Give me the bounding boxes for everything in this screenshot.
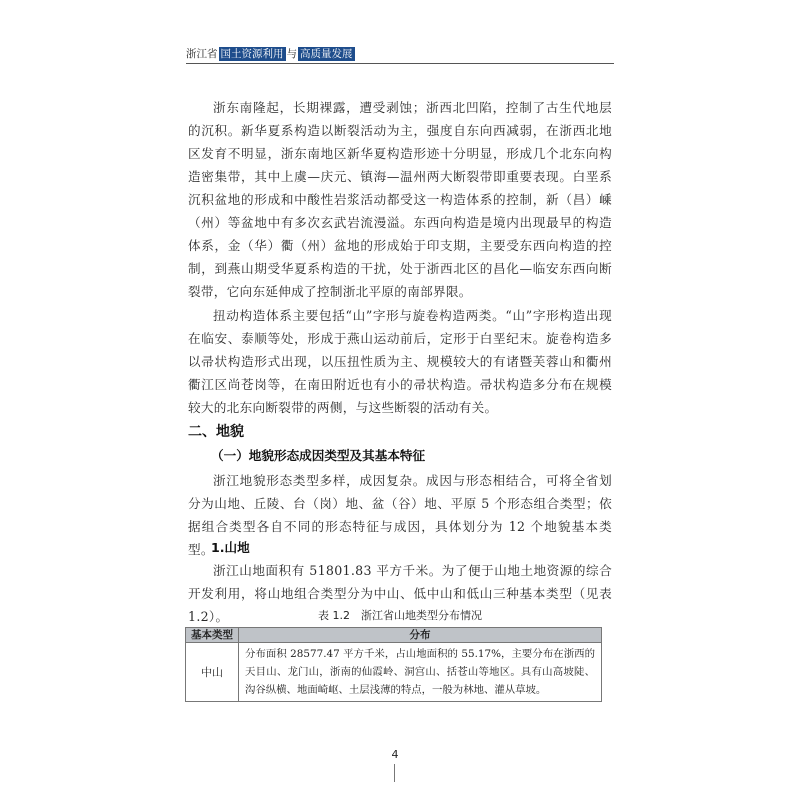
mountain-type-table — [185, 627, 602, 702]
paragraph-torsion-structures: 扭动构造体系主要包括“山”字形与旋卷构造两类。“山”字形构造出现在临安、泰顺等处，形成于燕山运动前后，定形于白垩纪末。旋卷构造多以帚状构造形式出现，以压扭性质为主、规模较大的有诸暨芙蓉山和衢州衢江区尚苍岗等，在南田附近也有小的帚状构造。帚状构造多分布在规模较大的北东向断裂带的两侧，与这些断裂的活动有关。 — [188, 308, 612, 415]
paragraph-mountain-area: 浙江山地面积有 51801.83 平方千米。为了便于山地土地资源的综合开发利用，将山地组合类型分为中山、低中山和低山三种基本类型（见表 1.2）。 — [188, 563, 612, 624]
paragraph-landform-types: 浙江地貌形态类型多样，成因复杂。成因与形态相结合，可将全省划分为山地、丘陵、台（岗）地、盆（谷）地、平原 5 个形态组合类型；依据组合类型各自不同的形态特征与成因，具体划分为 12 个地貌基本类型。 — [188, 473, 612, 557]
table-row — [186, 643, 602, 702]
header-highlight-1: 国土资源利用 — [220, 48, 284, 60]
subsection-heading: （一）地貌形态成因类型及其基本特征 — [211, 448, 426, 463]
cell-distribution: 分布面积 28577.47 平方千米，占山地面积的 55.17%，主要分布在浙西的天目山、龙门山，浙南的仙霞岭、洞宫山、括苍山等地区。具有山高坡陡、沟谷纵横、地面崎岖、土层浅薄的特点，一般为林地、灌从草坡。 — [239, 643, 602, 702]
item-heading: 1.山地 — [211, 540, 250, 555]
page-number-rule — [394, 764, 395, 782]
cell-type: 中山 — [186, 643, 239, 702]
header-rule — [186, 63, 614, 64]
paragraph-tectonics: 浙东南隆起，长期裸露，遭受剥蚀；浙西北凹陷，控制了古生代地层的沉积。新华夏系构造以断裂活动为主，强度自东向西减弱，在浙西北地区发育不明显，浙东南地区新华夏构造形迹十分明显，形成几个北东向构造密集带，其中上虞—庆元、镇海—温州两大断裂带即重要表现。白垩系沉积盆地的形成和中酸性岩浆活动都受这一构造体系的控制，新（昌）嵊（州）等盆地中有多次玄武岩流漫溢。东西向构造是境内出现最早的构造体系，金（华）衢（州）盆地的形成始于印支期，主要受东西向构造的控制，到燕山期受华夏系构造的干扰，处于浙西北区的昌化—临安东西向断裂带，它向东延伸成了控制浙北平原的南部界限。 — [188, 100, 612, 299]
section-heading: 二、地貌 — [188, 424, 244, 440]
header-highlight-2: 高质量发展 — [300, 48, 353, 60]
running-header — [186, 47, 355, 61]
table-header-row — [186, 628, 602, 643]
header-province: 浙江省 — [186, 48, 218, 60]
header-connector: 与 — [286, 48, 297, 60]
col-header-distribution: 分布 — [239, 628, 602, 643]
col-header-type: 基本类型 — [186, 628, 239, 643]
page-number: 4 — [391, 748, 399, 761]
table-caption: 表 1.2 浙江省山地类型分布情况 — [318, 609, 482, 622]
